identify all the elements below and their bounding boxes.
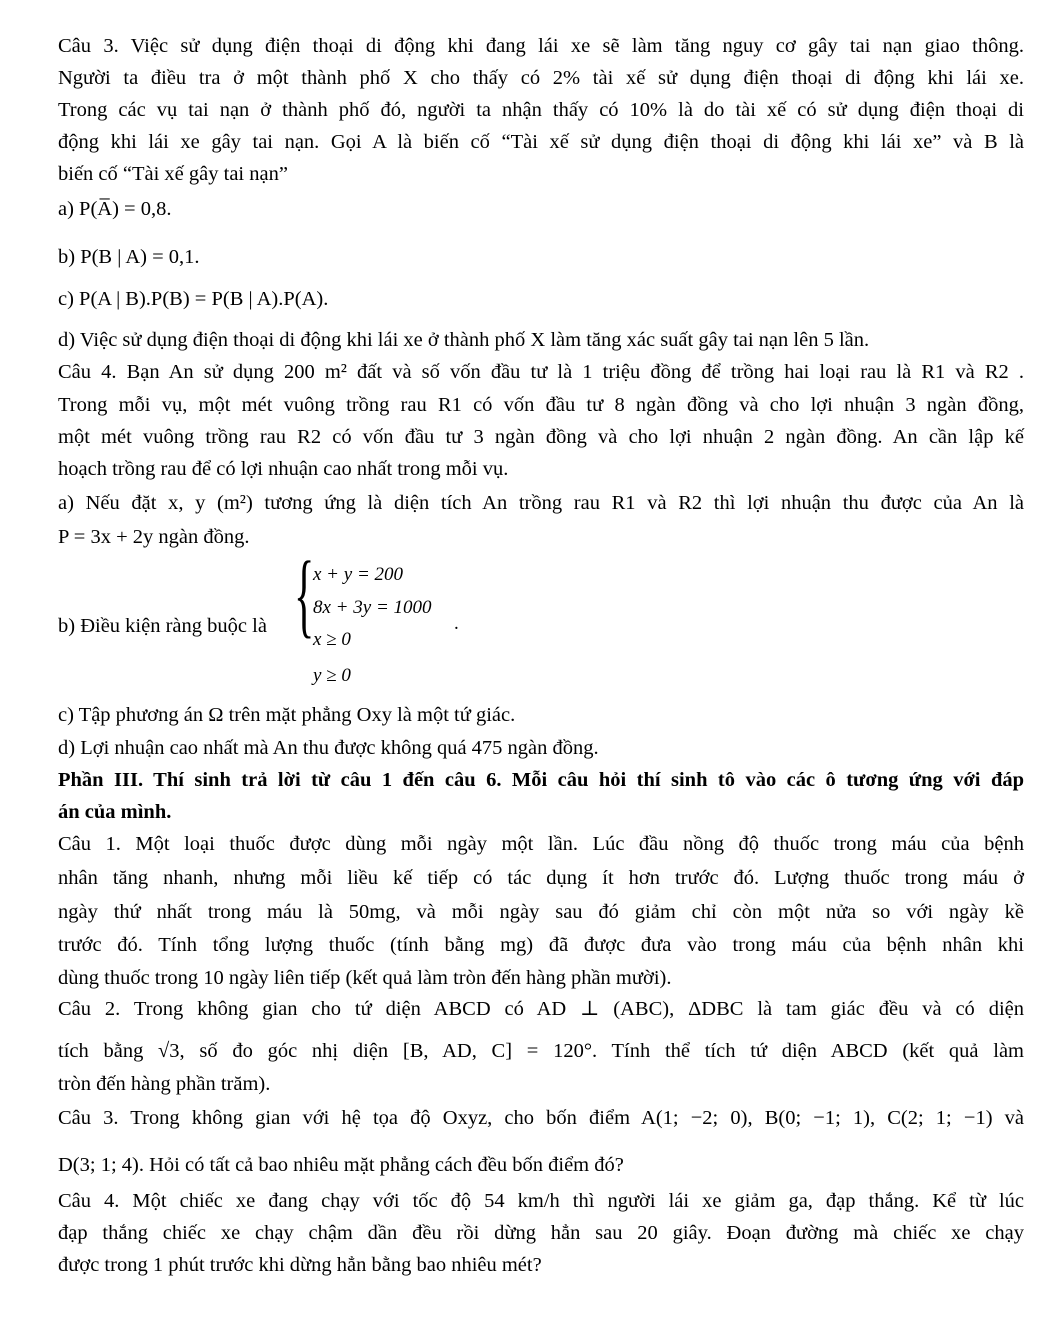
p3-q4-line-1: Câu 4. Một chiếc xe đang chạy với tốc độ 54 km/h thì người lái xe giảm ga, đạp thắng. Kể từ lúc (58, 1190, 1024, 1212)
q3-line-3: Trong các vụ tai nạn ở thành phố đó, người ta nhận thấy có 10% là do tài xế có sử dụng điện thoại di (58, 99, 1024, 121)
p3-q2-line-2: tích bằng √3, số đo góc nhị diện [B, AD, C] = 120°. Tính thể tích tứ diện ABCD (kết quả làm (58, 1040, 1024, 1062)
p3-q1-line-2: nhân tăng nhanh, nhưng mỗi liều kế tiếp có tác dụng ít hơn trước đó. Lượng thuốc trong máu ở (58, 867, 1024, 889)
q4-line-4: hoạch trồng rau để có lợi nhuận cao nhất trong mỗi vụ. (58, 458, 509, 480)
p3-q1-line-4: trước đó. Tính tổng lượng thuốc (tính bằng mg) đã được đưa vào trong máu của bệnh nhân khi (58, 934, 1024, 956)
p3-q1-line-5: dùng thuốc trong 10 ngày liên tiếp (kết quả làm tròn đến hàng phần mười). (58, 967, 672, 989)
system-eq-2: 8x + 3y = 1000 (313, 597, 432, 618)
q3-option-a: a) P(A̅) = 0,8. (58, 198, 172, 220)
q4-option-a-line-1: a) Nếu đặt x, y (m²) tương ứng là diện tích An trồng rau R1 và R2 thì lợi nhuận thu được của An là (58, 492, 1024, 514)
p3-q1-line-3: ngày thứ nhất trong máu là 50mg, và mỗi ngày sau đó giảm chỉ còn một nửa so với ngày kề (58, 901, 1024, 923)
system-eq-3: x ≥ 0 (313, 629, 351, 650)
q4-option-d: d) Lợi nhuận cao nhất mà An thu được không quá 475 ngàn đồng. (58, 737, 599, 759)
q4-line-3: một mét vuông trồng rau R2 có vốn đầu tư 3 ngàn đồng và cho lợi nhuận 2 ngàn đồng. An cần lập kế (58, 426, 1024, 448)
q3-line-2: Người ta điều tra ở một thành phố X cho thấy có 2% tài xế sử dụng điện thoại di động khi lái xe. (58, 67, 1024, 89)
p3-q3-line-1: Câu 3. Trong không gian với hệ tọa độ Oxyz, cho bốn điểm A(1; −2; 0), B(0; −1; 1), C(2; 1; −1) và (58, 1107, 1024, 1129)
system-eq-4: y ≥ 0 (313, 665, 351, 686)
q3-line-5: biến cố “Tài xế gây tai nạn” (58, 163, 288, 185)
system-period: . (454, 613, 459, 634)
q3-line-4: động khi lái xe gây tai nạn. Gọi A là biến cố “Tài xế sử dụng điện thoại di động khi lái xe” và B là (58, 131, 1024, 153)
q4-option-b-label: b) Điều kiện ràng buộc là (58, 615, 267, 637)
p3-q4-line-2: đạp thắng chiếc xe chạy chậm dần đều rồi dừng hẳn sau 20 giây. Đoạn đường mà chiếc xe chạy (58, 1222, 1024, 1244)
q4-option-c: c) Tập phương án Ω trên mặt phẳng Oxy là một tứ giác. (58, 704, 516, 726)
q3-option-d: d) Việc sử dụng điện thoại di động khi lái xe ở thành phố X làm tăng xác suất gây tai nạn lên 5 lần. (58, 329, 870, 351)
system-eq-1: x + y = 200 (313, 564, 404, 585)
p3-q3-line-2: D(3; 1; 4). Hỏi có tất cả bao nhiêu mặt phẳng cách đều bốn điểm đó? (58, 1154, 624, 1176)
q4-line-2: Trong mỗi vụ, một mét vuông trồng rau R1 có vốn đầu tư 8 ngàn đồng và cho lợi nhuận 3 ngàn đồng, (58, 394, 1024, 416)
p3-q2-line-1: Câu 2. Trong không gian cho tứ diện ABCD có AD ⊥ (ABC), ΔDBC là tam giác đều và có diện (58, 998, 1024, 1020)
p3-q2-line-3: tròn đến hàng phần trăm). (58, 1073, 271, 1095)
q3-line-1: Câu 3. Việc sử dụng điện thoại di động khi đang lái xe sẽ làm tăng nguy cơ gây tai nạn giao thông. (58, 35, 1024, 57)
part3-heading-line-2: án của mình. (58, 801, 172, 823)
system-brace: { (294, 543, 315, 647)
p3-q1-line-1: Câu 1. Một loại thuốc được dùng mỗi ngày một lần. Lúc đầu nồng độ thuốc trong máu của bệnh (58, 833, 1024, 855)
q4-option-a-line-2: P = 3x + 2y ngàn đồng. (58, 526, 250, 548)
p3-q4-line-3: được trong 1 phút trước khi dừng hẳn bằng bao nhiêu mét? (58, 1254, 542, 1276)
part3-heading-line-1: Phần III. Thí sinh trả lời từ câu 1 đến câu 6. Mỗi câu hỏi thí sinh tô vào các ô tương ứng với đáp (58, 769, 1024, 791)
q3-option-c: c) P(A | B).P(B) = P(B | A).P(A). (58, 288, 329, 310)
q3-option-b: b) P(B | A) = 0,1. (58, 246, 200, 268)
q4-line-1: Câu 4. Bạn An sử dụng 200 m² đất và số vốn đầu tư là 1 triệu đồng để trồng hai loại rau là R1 và R2 . (58, 361, 1024, 383)
